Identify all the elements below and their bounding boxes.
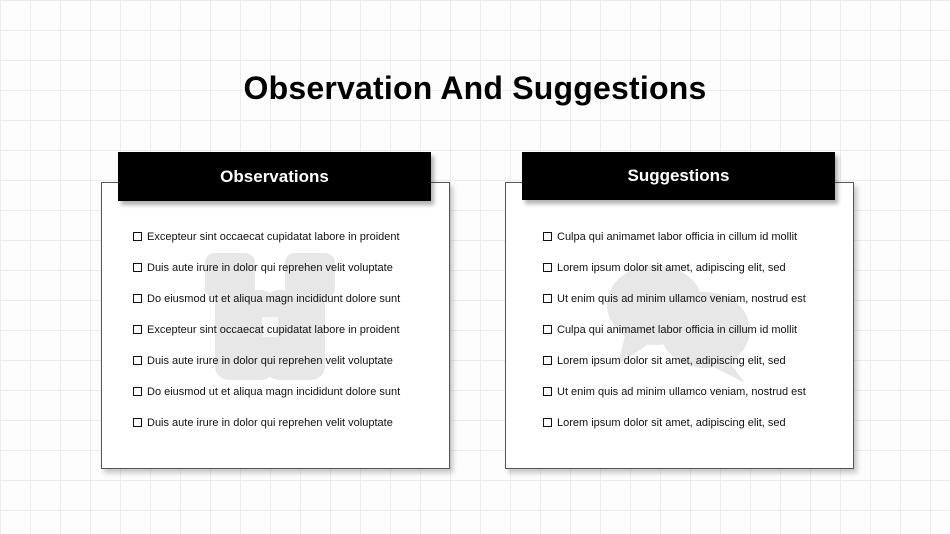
list-item (133, 228, 400, 259)
checkbox-icon (543, 387, 552, 396)
checkbox-icon (543, 232, 552, 241)
list-item (543, 290, 806, 321)
list-item (543, 321, 806, 352)
list-item-text: Do eiusmod ut et aliqua magn incididunt dolore sunt (147, 293, 401, 305)
suggestions-list (543, 228, 806, 445)
checkbox-icon (543, 325, 552, 334)
checkbox-icon (543, 294, 552, 303)
list-item (133, 321, 400, 352)
checkbox-icon (133, 294, 142, 303)
list-item-text: Duis aute irure in dolor qui reprehen velit voluptate (147, 262, 393, 274)
checkbox-icon (133, 325, 142, 334)
list-item (543, 228, 806, 259)
list-item (543, 352, 806, 383)
list-item-text: Culpa qui animamet labor officia in cillum id mollit (557, 231, 798, 243)
list-item-text: Duis aute irure in dolor qui reprehen velit voluptate (147, 417, 393, 429)
list-item-text: Duis aute irure in dolor qui reprehen velit voluptate (147, 355, 393, 367)
observations-list (133, 228, 400, 445)
checkbox-icon (543, 418, 552, 427)
list-item-text: Culpa qui animamet labor officia in cillum id mollit (557, 324, 798, 336)
suggestions-header: Suggestions (522, 152, 835, 200)
checkbox-icon (133, 387, 142, 396)
list-item-text: Ut enim quis ad minim ullamco veniam, nostrud est (557, 386, 806, 398)
checkbox-icon (133, 232, 142, 241)
checkbox-icon (133, 418, 142, 427)
list-item-text: Lorem ipsum dolor sit amet, adipiscing elit, sed (557, 262, 786, 274)
list-item (133, 352, 400, 383)
list-item-text: Lorem ipsum dolor sit amet, adipiscing elit, sed (557, 355, 786, 367)
list-item (133, 383, 400, 414)
list-item (133, 414, 400, 445)
list-item-text: Excepteur sint occaecat cupidatat labore in proident (147, 231, 400, 243)
slide-title: Observation And Suggestions (243, 70, 707, 106)
checkbox-icon (543, 356, 552, 365)
list-item (133, 290, 400, 321)
checkbox-icon (133, 263, 142, 272)
checkbox-icon (133, 356, 142, 365)
list-item-text: Lorem ipsum dolor sit amet, adipiscing elit, sed (557, 417, 786, 429)
list-item (133, 259, 400, 290)
list-item-text: Excepteur sint occaecat cupidatat labore in proident (147, 324, 400, 336)
checkbox-icon (543, 263, 552, 272)
list-item-text: Ut enim quis ad minim ullamco veniam, nostrud est (557, 293, 806, 305)
list-item (543, 414, 806, 445)
list-item (543, 383, 806, 414)
list-item (543, 259, 806, 290)
list-item-text: Do eiusmod ut et aliqua magn incididunt dolore sunt (147, 386, 401, 398)
observations-header: Observations (118, 152, 431, 201)
